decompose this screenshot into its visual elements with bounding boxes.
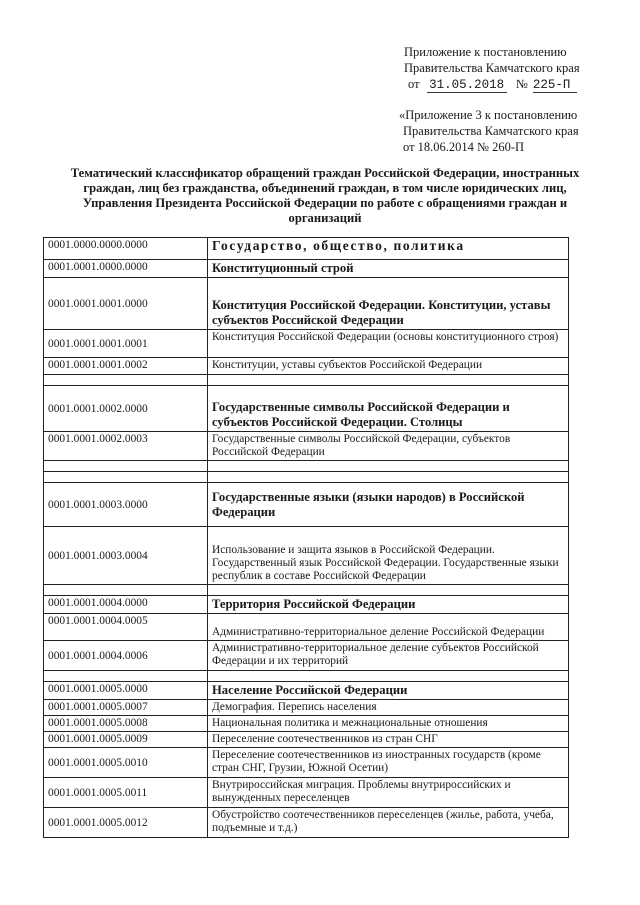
row-text: Использование и защита языков в Российской Федерации. Государственный язык Российской Федерации. Государственные языки республик в составе Российской Федерации bbox=[208, 527, 569, 585]
row-text: Государственные языки (языки народов) в Российской Федерации bbox=[208, 483, 569, 527]
row-code: 0001.0001.0002.0003 bbox=[44, 432, 208, 461]
prev-appendix-line-3: от 18.06.2014 № 260-П bbox=[403, 140, 525, 154]
row-text: Переселение соотечественников из иностранных государств (кроме стран СНГ, Грузии, Южной Осетии) bbox=[208, 748, 569, 778]
table-row bbox=[44, 432, 569, 461]
row-code: 0001.0001.0005.0012 bbox=[44, 808, 208, 838]
row-text: Конституции, уставы субъектов Российской Федерации bbox=[208, 358, 569, 375]
row-code: 0001.0001.0005.0007 bbox=[44, 700, 208, 716]
table-row bbox=[44, 527, 569, 585]
appendix-line-1: Приложение к постановлению bbox=[404, 45, 567, 59]
appendix-date-line bbox=[404, 76, 580, 93]
blank-cell bbox=[44, 375, 208, 386]
row-code: 0001.0001.0005.0009 bbox=[44, 732, 208, 748]
blank-cell bbox=[208, 375, 569, 386]
blank-row bbox=[44, 461, 569, 472]
table-row bbox=[44, 641, 569, 671]
table-row bbox=[44, 278, 569, 330]
row-code: 0001.0000.0000.0000 bbox=[44, 238, 208, 260]
row-code: 0001.0001.0005.0011 bbox=[44, 778, 208, 808]
table-row bbox=[44, 732, 569, 748]
classifier-table bbox=[43, 237, 569, 838]
row-code: 0001.0001.0003.0000 bbox=[44, 483, 208, 527]
table-row bbox=[44, 682, 569, 700]
table-row bbox=[44, 260, 569, 278]
blank-cell bbox=[208, 671, 569, 682]
row-code: 0001.0001.0005.0010 bbox=[44, 748, 208, 778]
number-label: № bbox=[515, 77, 528, 91]
row-text: Обустройство соотечественников переселенцев (жилье, работа, учеба, подъемные и т.д.) bbox=[208, 808, 569, 838]
blank-cell bbox=[44, 671, 208, 682]
table-row bbox=[44, 386, 569, 432]
row-text: Демография. Перепись населения bbox=[208, 700, 569, 716]
blank-row bbox=[44, 375, 569, 386]
row-text: Переселение соотечественников из стран СНГ bbox=[208, 732, 569, 748]
blank-cell bbox=[208, 461, 569, 472]
blank-cell bbox=[44, 461, 208, 472]
row-text: Государственные символы Российской Федерации и субъектов Российской Федерации. Столицы bbox=[208, 386, 569, 432]
row-text: Конституция Российской Федерации (основы конституционного строя) bbox=[208, 330, 569, 358]
blank-row bbox=[44, 472, 569, 483]
row-text: Территория Российской Федерации bbox=[208, 596, 569, 614]
row-text: Административно-территориальное деление Российской Федерации bbox=[208, 614, 569, 641]
blank-cell bbox=[208, 472, 569, 483]
row-text: Внутрироссийская миграция. Проблемы внутрироссийских и вынужденных переселенцев bbox=[208, 778, 569, 808]
row-text: Государство, общество, политика bbox=[208, 238, 569, 260]
table-row bbox=[44, 614, 569, 641]
table-row bbox=[44, 748, 569, 778]
prev-appendix-line-1: «Приложение 3 к постановлению bbox=[399, 108, 578, 122]
table-row bbox=[44, 238, 569, 260]
resolution-number: 225-П bbox=[533, 79, 577, 93]
row-code: 0001.0001.0001.0002 bbox=[44, 358, 208, 375]
blank-row bbox=[44, 585, 569, 596]
table-row bbox=[44, 700, 569, 716]
row-code: 0001.0001.0001.0000 bbox=[44, 278, 208, 330]
row-code: 0001.0001.0002.0000 bbox=[44, 386, 208, 432]
table-row bbox=[44, 358, 569, 375]
previous-appendix-block bbox=[399, 107, 579, 155]
prev-appendix-line-2: Правительства Камчатского края bbox=[403, 124, 579, 138]
table-row bbox=[44, 330, 569, 358]
row-code: 0001.0001.0001.0001 bbox=[44, 330, 208, 358]
row-code: 0001.0001.0000.0000 bbox=[44, 260, 208, 278]
appendix-block bbox=[404, 44, 580, 93]
row-text: Государственные символы Российской Федерации, субъектов Российской Федерации bbox=[208, 432, 569, 461]
row-text: Конституция Российской Федерации. Конституции, уставы субъектов Российской Федерации bbox=[208, 278, 569, 330]
table-row bbox=[44, 596, 569, 614]
from-label: от bbox=[408, 77, 420, 91]
document-title: Тематический классификатор обращений граждан Российской Федерации, иностранных граждан, лиц без гражданства, объединений граждан, в том числе юридических лиц, Управления Президента Российской Федерации по работе с обращениями граждан и организаций bbox=[70, 166, 580, 225]
row-text: Население Российской Федерации bbox=[208, 682, 569, 700]
row-code: 0001.0001.0004.0005 bbox=[44, 614, 208, 641]
row-code: 0001.0001.0003.0004 bbox=[44, 527, 208, 585]
row-text: Национальная политика и межнациональные отношения bbox=[208, 716, 569, 732]
row-code: 0001.0001.0004.0000 bbox=[44, 596, 208, 614]
row-text: Административно-территориальное деление субъектов Российской Федерации и их территорий bbox=[208, 641, 569, 671]
table-row bbox=[44, 808, 569, 838]
table-row bbox=[44, 483, 569, 527]
row-text: Конституционный строй bbox=[208, 260, 569, 278]
row-code: 0001.0001.0005.0000 bbox=[44, 682, 208, 700]
resolution-date: 31.05.2018 bbox=[427, 79, 507, 93]
row-code: 0001.0001.0005.0008 bbox=[44, 716, 208, 732]
blank-row bbox=[44, 671, 569, 682]
row-code: 0001.0001.0004.0006 bbox=[44, 641, 208, 671]
blank-cell bbox=[44, 472, 208, 483]
appendix-line-2: Правительства Камчатского края bbox=[404, 61, 580, 75]
blank-cell bbox=[44, 585, 208, 596]
blank-cell bbox=[208, 585, 569, 596]
table-row bbox=[44, 778, 569, 808]
table-row bbox=[44, 716, 569, 732]
